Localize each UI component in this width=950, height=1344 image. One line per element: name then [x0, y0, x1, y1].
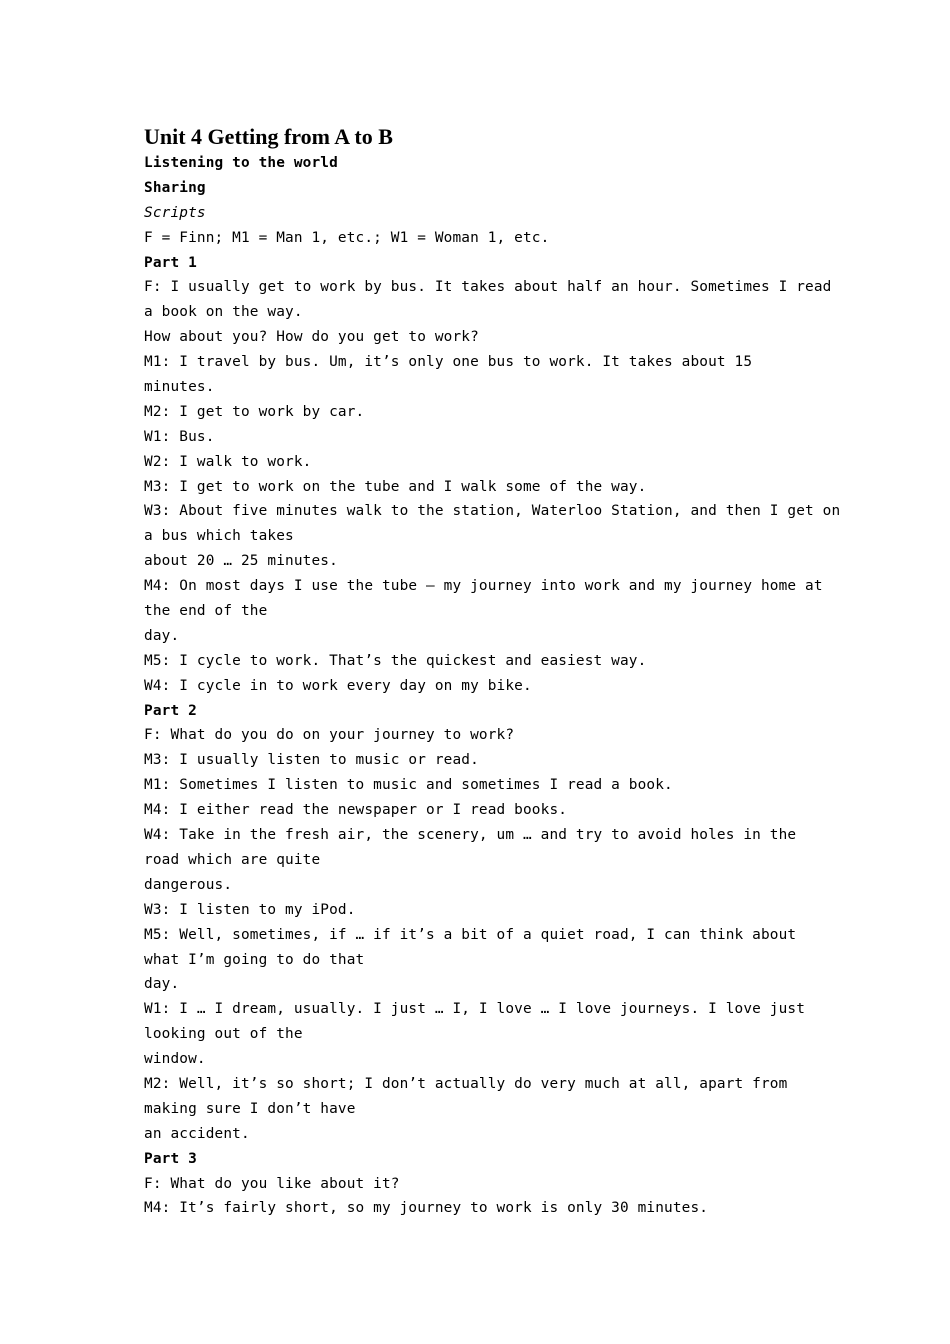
- script-line: W3: About five minutes walk to the station, Waterloo Station, and then I get on: [144, 503, 841, 520]
- script-line: about 20 … 25 minutes.: [144, 553, 338, 570]
- part-heading: Part 3: [144, 1150, 197, 1167]
- script-line: looking out of the: [144, 1026, 303, 1043]
- script-line: M2: I get to work by car.: [144, 403, 365, 420]
- part-heading: Part 2: [144, 702, 197, 719]
- script-line: window.: [144, 1051, 206, 1068]
- script-line: F: What do you do on your journey to work?: [144, 727, 515, 744]
- script-line: minutes.: [144, 379, 215, 396]
- section-subtitle: Listening to the world: [144, 155, 338, 171]
- script-line: M1: Sometimes I listen to music and sometimes I read a book.: [144, 777, 673, 794]
- script-line: dangerous.: [144, 876, 233, 893]
- script-line: F: I usually get to work by bus. It takes about half an hour. Sometimes I read: [144, 279, 832, 296]
- script-line: road which are quite: [144, 851, 321, 868]
- script-line: what I’m going to do that: [144, 951, 365, 968]
- script-line: M5: I cycle to work. That’s the quickest and easiest way.: [144, 652, 647, 669]
- speaker-key: F = Finn; M1 = Man 1, etc.; W1 = Woman 1, etc.: [144, 229, 550, 246]
- script-line: an accident.: [144, 1125, 250, 1142]
- script-line: day.: [144, 627, 180, 644]
- script-line: M5: Well, sometimes, if … if it’s a bit of a quiet road, I can think about: [144, 926, 797, 943]
- script-line: W1: I … I dream, usually. I just … I, I love … I love journeys. I love just: [144, 1001, 806, 1018]
- document-body: [144, 123, 841, 1221]
- script-line: day.: [144, 976, 180, 993]
- script-line: a book on the way.: [144, 304, 303, 321]
- scripts-label: Scripts: [144, 204, 206, 221]
- part-1-lines: [144, 275, 841, 698]
- script-line: M3: I usually listen to music or read.: [144, 752, 479, 769]
- section-heading: Sharing: [144, 179, 206, 196]
- script-line: W4: Take in the fresh air, the scenery, um … and try to avoid holes in the: [144, 827, 797, 844]
- script-line: making sure I don’t have: [144, 1100, 356, 1117]
- part-heading: Part 1: [144, 254, 197, 271]
- script-line: F: What do you like about it?: [144, 1175, 400, 1192]
- script-line: How about you? How do you get to work?: [144, 329, 479, 346]
- script-line: a bus which takes: [144, 528, 294, 545]
- script-line: M4: It’s fairly short, so my journey to work is only 30 minutes.: [144, 1200, 709, 1217]
- script-line: M1: I travel by bus. Um, it’s only one bus to work. It takes about 15: [144, 354, 753, 371]
- script-line: W4: I cycle in to work every day on my bike.: [144, 677, 532, 694]
- script-line: M4: On most days I use the tube – my journey into work and my journey home at: [144, 578, 823, 595]
- part-2-lines: [144, 723, 814, 1146]
- script-line: M2: Well, it’s so short; I don’t actually do very much at all, apart from: [144, 1075, 788, 1092]
- script-line: W1: Bus.: [144, 428, 215, 445]
- script-line: M3: I get to work on the tube and I walk some of the way.: [144, 478, 647, 495]
- script-line: W3: I listen to my iPod.: [144, 901, 356, 918]
- script-line: M4: I either read the newspaper or I read books.: [144, 802, 568, 819]
- part-3-lines: [144, 1172, 814, 1222]
- script-line: the end of the: [144, 603, 268, 620]
- unit-title: Unit 4 Getting from A to B: [144, 124, 393, 149]
- script-line: W2: I walk to work.: [144, 453, 312, 470]
